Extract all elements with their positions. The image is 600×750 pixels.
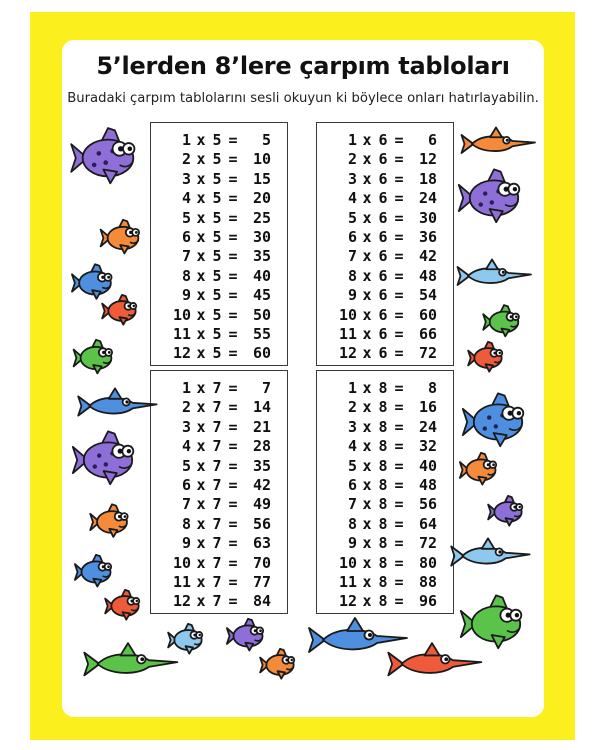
product: 28: [252, 437, 271, 456]
times-sign: x: [362, 150, 372, 169]
factor-a: 10: [172, 553, 191, 572]
equals-sign: =: [228, 534, 238, 553]
factor-a: 9: [347, 534, 357, 553]
equals-sign: =: [394, 228, 404, 246]
times-sign: x: [196, 286, 206, 305]
factor-a: 9: [181, 286, 191, 305]
factor-a: 5: [347, 456, 357, 475]
factor-b: 6: [378, 247, 388, 266]
equals-sign: =: [228, 208, 238, 227]
product: 24: [418, 417, 437, 436]
factor-b: 8: [378, 553, 388, 572]
product: 30: [252, 228, 271, 246]
factor-a: 7: [181, 495, 191, 514]
equals-sign: =: [394, 514, 404, 533]
times-sign: x: [196, 573, 206, 591]
equals-sign: =: [228, 325, 238, 343]
product: 40: [418, 456, 437, 475]
factor-a: 3: [347, 169, 357, 188]
equals-sign: =: [394, 169, 404, 188]
equals-sign: =: [228, 456, 238, 475]
factor-a: 4: [181, 437, 191, 456]
product: 6: [427, 131, 437, 149]
factor-a: 7: [347, 247, 357, 266]
equals-sign: =: [394, 573, 404, 591]
product: 45: [252, 286, 271, 305]
times-sign: x: [362, 514, 372, 533]
factor-b: 6: [378, 266, 388, 285]
equals-sign: =: [228, 344, 238, 363]
product: 72: [418, 344, 437, 363]
product: 35: [252, 456, 271, 475]
purple-fish-icon: [459, 169, 520, 222]
product: 48: [418, 266, 437, 285]
factor-a: 3: [181, 169, 191, 188]
factor-a: 11: [172, 325, 191, 343]
factor-a: 2: [347, 398, 357, 417]
product: 48: [418, 476, 437, 494]
times-sign: x: [362, 305, 372, 324]
product: 35: [252, 247, 271, 266]
equals-sign: =: [228, 266, 238, 285]
equals-sign: =: [228, 514, 238, 533]
equals-sign: =: [228, 228, 238, 246]
product: 12: [418, 150, 437, 169]
factor-b: 8: [378, 592, 388, 611]
factor-a: 7: [347, 495, 357, 514]
times-sign: x: [362, 247, 372, 266]
factor-b: 8: [378, 398, 388, 417]
factor-b: 8: [378, 379, 388, 397]
equals-sign: =: [394, 286, 404, 305]
red-fish-icon: [468, 342, 502, 372]
product: 56: [252, 514, 271, 533]
times-sign: x: [196, 592, 206, 611]
times-sign: x: [196, 169, 206, 188]
equals-sign: =: [228, 437, 238, 456]
equals-sign: =: [394, 379, 404, 397]
product: 24: [418, 189, 437, 208]
swordfish-icon: [462, 128, 536, 154]
equals-sign: =: [228, 573, 238, 591]
factor-a: 2: [347, 150, 357, 169]
times-sign: x: [196, 325, 206, 343]
equals-sign: =: [228, 150, 238, 169]
swordfish-icon: [309, 618, 407, 652]
times-sign: x: [362, 534, 372, 553]
factor-b: 6: [378, 150, 388, 169]
factor-b: 7: [212, 534, 222, 553]
times-sign: x: [362, 592, 372, 611]
factor-b: 8: [378, 456, 388, 475]
factor-a: 12: [338, 592, 357, 611]
times-sign: x: [362, 417, 372, 436]
factor-b: 8: [378, 417, 388, 436]
times-sign: x: [196, 553, 206, 572]
times-sign: x: [362, 573, 372, 591]
equals-sign: =: [394, 398, 404, 417]
factor-b: 8: [378, 514, 388, 533]
product: 88: [418, 573, 437, 591]
factor-a: 1: [181, 379, 191, 397]
factor-a: 5: [347, 208, 357, 227]
factor-b: 8: [378, 495, 388, 514]
times-sign: x: [196, 247, 206, 266]
times-sign: x: [362, 553, 372, 572]
times-sign: x: [196, 534, 206, 553]
factor-b: 5: [212, 228, 222, 246]
times-sign: x: [196, 437, 206, 456]
times-sign: x: [362, 379, 372, 397]
swordfish-icon: [458, 260, 532, 286]
factor-b: 7: [212, 379, 222, 397]
equals-sign: =: [228, 379, 238, 397]
equals-sign: =: [394, 456, 404, 475]
product: 21: [252, 417, 271, 436]
factor-a: 9: [181, 534, 191, 553]
factor-b: 8: [378, 534, 388, 553]
factor-b: 7: [212, 398, 222, 417]
factor-a: 5: [181, 208, 191, 227]
product: 55: [252, 325, 271, 343]
times-sign: x: [362, 325, 372, 343]
equals-sign: =: [394, 247, 404, 266]
equals-sign: =: [228, 398, 238, 417]
times-sign: x: [196, 344, 206, 363]
product: 49: [252, 495, 271, 514]
equals-sign: =: [228, 169, 238, 188]
times-sign: x: [196, 228, 206, 246]
times-sign: x: [362, 266, 372, 285]
equals-sign: =: [394, 325, 404, 343]
equals-sign: =: [228, 131, 238, 149]
purple-fish-icon: [73, 431, 134, 484]
factor-b: 6: [378, 189, 388, 208]
product: 8: [427, 379, 437, 397]
page-subtitle: Buradaki çarpım tablolarını sesli okuyun ki böylece onları hatırlayabilin.: [67, 91, 539, 106]
blue-fish-icon: [72, 264, 112, 299]
product: 15: [252, 169, 271, 188]
factor-a: 6: [181, 476, 191, 494]
product: 60: [418, 305, 437, 324]
times-sign: x: [196, 266, 206, 285]
factor-a: 4: [347, 437, 357, 456]
times-sign: x: [196, 208, 206, 227]
times-sign: x: [196, 398, 206, 417]
factor-a: 5: [181, 456, 191, 475]
product: 25: [252, 208, 271, 227]
factor-a: 11: [338, 573, 357, 591]
times-sign: x: [196, 189, 206, 208]
factor-b: 5: [212, 266, 222, 285]
times-sign: x: [362, 189, 372, 208]
times-sign: x: [362, 456, 372, 475]
product: 77: [252, 573, 271, 591]
factor-b: 6: [378, 169, 388, 188]
factor-a: 12: [172, 344, 191, 363]
factor-a: 2: [181, 150, 191, 169]
orange-fish-icon: [90, 504, 127, 537]
times-sign: x: [362, 344, 372, 363]
blue-fish-icon: [168, 624, 202, 654]
times-sign: x: [196, 476, 206, 494]
purple-fish-icon: [488, 496, 522, 526]
product: 54: [418, 286, 437, 305]
factor-b: 7: [212, 514, 222, 533]
factor-a: 1: [181, 131, 191, 149]
product: 96: [418, 592, 437, 611]
factor-b: 6: [378, 325, 388, 343]
factor-b: 7: [212, 417, 222, 436]
equals-sign: =: [394, 553, 404, 572]
product: 72: [418, 534, 437, 553]
factor-b: 7: [212, 495, 222, 514]
factor-b: 8: [378, 573, 388, 591]
product: 16: [418, 398, 437, 417]
equals-sign: =: [228, 476, 238, 494]
factor-b: 5: [212, 208, 222, 227]
equals-sign: =: [394, 131, 404, 149]
product: 63: [252, 534, 271, 553]
factor-a: 1: [347, 379, 357, 397]
equals-sign: =: [394, 189, 404, 208]
factor-b: 6: [378, 286, 388, 305]
equals-sign: =: [228, 247, 238, 266]
equals-sign: =: [394, 495, 404, 514]
factor-b: 5: [212, 286, 222, 305]
equals-sign: =: [228, 286, 238, 305]
times-sign: x: [196, 131, 206, 149]
factor-b: 7: [212, 456, 222, 475]
factor-b: 6: [378, 305, 388, 324]
equals-sign: =: [394, 344, 404, 363]
swordfish-icon: [388, 643, 481, 675]
times-sign: x: [196, 495, 206, 514]
factor-b: 5: [212, 305, 222, 324]
factor-b: 7: [212, 573, 222, 591]
equals-sign: =: [394, 417, 404, 436]
equals-sign: =: [394, 305, 404, 324]
equals-sign: =: [394, 266, 404, 285]
equals-sign: =: [228, 417, 238, 436]
blue-fish-icon: [75, 555, 111, 587]
product: 5: [261, 131, 271, 149]
product: 56: [418, 495, 437, 514]
product: 10: [252, 150, 271, 169]
factor-a: 4: [347, 189, 357, 208]
purple-fish-icon: [227, 619, 263, 651]
factor-b: 6: [378, 131, 388, 149]
product: 7: [261, 379, 271, 397]
purple-fish-icon: [71, 128, 134, 183]
product: 14: [252, 398, 271, 417]
factor-b: 5: [212, 247, 222, 266]
equals-sign: =: [394, 150, 404, 169]
factor-b: 5: [212, 189, 222, 208]
product: 42: [252, 476, 271, 494]
product: 84: [252, 592, 271, 611]
factor-b: 7: [212, 553, 222, 572]
factor-b: 8: [378, 476, 388, 494]
factor-a: 12: [338, 344, 357, 363]
orange-fish-icon: [260, 649, 294, 679]
equals-sign: =: [394, 592, 404, 611]
factor-a: 4: [181, 189, 191, 208]
factor-a: 2: [181, 398, 191, 417]
equals-sign: =: [228, 189, 238, 208]
factor-a: 12: [172, 592, 191, 611]
product: 60: [252, 344, 271, 363]
equals-sign: =: [228, 553, 238, 572]
factor-b: 7: [212, 437, 222, 456]
times-sign: x: [362, 131, 372, 149]
equals-sign: =: [394, 437, 404, 456]
factor-a: 10: [338, 553, 357, 572]
factor-a: 3: [181, 417, 191, 436]
times-sign: x: [362, 286, 372, 305]
factor-a: 11: [172, 573, 191, 591]
times-sign: x: [196, 150, 206, 169]
product: 30: [418, 208, 437, 227]
factor-a: 9: [347, 286, 357, 305]
factor-b: 5: [212, 325, 222, 343]
product: 80: [418, 553, 437, 572]
product: 50: [252, 305, 271, 324]
factor-a: 1: [347, 131, 357, 149]
times-sign: x: [362, 228, 372, 246]
green-fish-icon: [483, 305, 519, 336]
factor-b: 6: [378, 344, 388, 363]
times-sign: x: [362, 495, 372, 514]
orange-fish-icon: [101, 220, 140, 254]
red-fish-icon: [105, 590, 139, 620]
equals-sign: =: [228, 495, 238, 514]
green-fish-icon: [461, 595, 522, 648]
equals-sign: =: [228, 592, 238, 611]
factor-a: 8: [181, 514, 191, 533]
orange-fish-icon: [460, 453, 496, 485]
swordfish-icon: [78, 388, 156, 415]
factor-a: 6: [181, 228, 191, 246]
product: 42: [418, 247, 437, 266]
product: 40: [252, 266, 271, 285]
blue-fish-icon: [463, 393, 524, 446]
times-sign: x: [196, 417, 206, 436]
times-sign: x: [196, 514, 206, 533]
factor-b: 8: [378, 437, 388, 456]
factor-a: 6: [347, 228, 357, 246]
equals-sign: =: [394, 208, 404, 227]
product: 18: [418, 169, 437, 188]
times-sign: x: [196, 456, 206, 475]
equals-sign: =: [394, 534, 404, 553]
swordfish-icon: [84, 643, 177, 675]
times-sign: x: [362, 476, 372, 494]
product: 32: [418, 437, 437, 456]
equals-sign: =: [228, 305, 238, 324]
factor-b: 5: [212, 169, 222, 188]
times-sign: x: [196, 305, 206, 324]
factor-a: 7: [181, 247, 191, 266]
product: 66: [418, 325, 437, 343]
equals-sign: =: [394, 476, 404, 494]
factor-b: 5: [212, 150, 222, 169]
product: 70: [252, 553, 271, 572]
factor-a: 8: [181, 266, 191, 285]
factor-a: 3: [347, 417, 357, 436]
factor-a: 8: [347, 266, 357, 285]
factor-a: 10: [338, 305, 357, 324]
swordfish-icon: [451, 538, 529, 565]
times-sign: x: [362, 437, 372, 456]
factor-a: 11: [338, 325, 357, 343]
factor-a: 8: [347, 514, 357, 533]
factor-b: 6: [378, 228, 388, 246]
factor-b: 5: [212, 131, 222, 149]
product: 36: [418, 228, 437, 246]
times-sign: x: [196, 379, 206, 397]
factor-b: 5: [212, 344, 222, 363]
green-fish-icon: [74, 340, 113, 374]
factor-a: 6: [347, 476, 357, 494]
page-title: 5’lerden 8’lere çarpım tabloları: [96, 52, 510, 80]
times-sign: x: [362, 208, 372, 227]
factor-b: 7: [212, 592, 222, 611]
red-fish-icon: [102, 295, 136, 325]
times-sign: x: [362, 398, 372, 417]
factor-b: 7: [212, 476, 222, 494]
times-sign: x: [362, 169, 372, 188]
factor-a: 10: [172, 305, 191, 324]
product: 64: [418, 514, 437, 533]
factor-b: 6: [378, 208, 388, 227]
product: 20: [252, 189, 271, 208]
